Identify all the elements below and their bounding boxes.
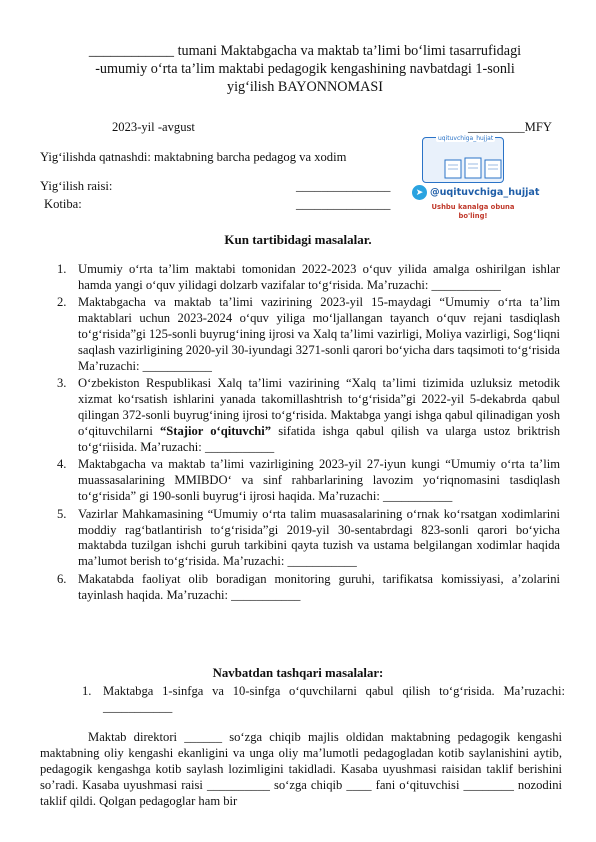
telegram-icon: ➤: [412, 185, 427, 200]
chair-label: Yig‘ilish raisi:: [40, 179, 113, 193]
laptop-illustration-icon: [422, 137, 504, 183]
extra-agenda-list: [82, 684, 565, 717]
watermark-channel-name: [412, 185, 540, 200]
bold-term: “Stajior o‘qituvchi”: [159, 424, 272, 439]
extra-agenda-heading: Navbatdan tashqari masalalar:: [212, 666, 384, 680]
agenda-list: [57, 262, 561, 605]
list-item: 5. Vazirlar Mahkamasining “Umumiy o‘rta talim muasasalarining o‘rnak ko‘rsatgan xodimlarini moddiy rag‘batlantirish to‘g‘risida”gi 2019-yil 30-sentabrdagi 823-sonli qarori bo‘yicha maktabda tuzilgan ishchi guruh tarkibini qayta tuzish va ustama belgilangan xodimlar haqida ma’lumot berish to‘g‘risida. Ma’ruzachi: ___________: [57, 506, 560, 569]
list-item: 3. O‘zbekiston Respublikasi Xalq ta’limi vazirining “Xalq ta’limi tizimida uzluksiz metodik xizmat ko‘rsatish ishlarini yanada takomillashtrish to‘g‘risida”gi 2022-yil 5-dekabrda qabul qilingan 372-sonli buyrug‘ining ijrosi to‘g‘risida. Maktabga yangi ishga qabul qilinadigan yosh o‘qituvchilarni “Stajior o‘qituvchi” sifatida ishga qabul qilish va ularga ustoz briktrish to‘g‘riisida. Ma’ruzachi: ___________: [57, 376, 561, 454]
channel-watermark: [412, 131, 540, 241]
documents-icon: [441, 156, 505, 180]
meeting-place: _________MFY: [468, 120, 552, 134]
list-item: 6. Makatabda faoliyat olib boradigan monitoring guruhi, tarifikatsa komissiyasi, a’zolarini tayinlash haqida. Ma’ruzachi: ___________: [57, 571, 560, 602]
closing-paragraph: Maktab direktori ______ so‘zga chiqib majlis oldidan maktabning pedagogik kengashi maktabning oliy kengashi ekanligini va unga oliy ma’lumotli pedagogladan kotib saylanishini aytib, pedagogik kengashga kotib saylash lozimligini takidladi. Kasaba uyushmasi raisidan taklif berishini so’radi. Kasaba uyushmasi raisi __________ so‘zga chiqib ____ fani o‘qituvchisi ________ nozodini taklif qildi. Qolgan pedagoglar ham bir: [40, 730, 562, 808]
list-item: 1. Maktabga 1-sinfga va 10-sinfga o‘quvchilarni qabul qilish to‘g‘risida. Ma’ruzachi: ___________: [82, 684, 565, 714]
title-line-2: -umumiy o‘rta ta’lim maktabi pedagogik kengashining navbatdagi 1-sonli: [95, 61, 515, 77]
watermark-tag: uqituvchiga_hujjat: [438, 135, 494, 142]
watermark-subtitle: Ushbu kanalga obuna bo'ling!: [431, 203, 515, 220]
agenda-heading: Kun tartibidagi masalalar.: [224, 232, 372, 247]
title-line-1: ____________ tumani Maktabgacha va maktab ta’limi bo‘limi tasarrufidagi: [88, 43, 522, 59]
chair-blank: _______________: [296, 179, 391, 193]
secretary-blank: _______________: [296, 197, 391, 211]
secretary-label: Kotiba:: [44, 197, 82, 211]
list-item: 1. Umumiy o‘rta ta’lim maktabi tomonidan 2022-2023 o‘quv yilida amalga oshirilgan ishlar hamda yangi o‘quv yilidagi dolzarb vazifalar to‘g‘risida. Ma’ruzachi: ___________: [57, 262, 560, 292]
list-item: 2. Maktabgacha va maktab ta’limi vazirining 2023-yil 15-maydagi “Umumiy o‘rta ta’lim maktablari uchun 2023-2024 o‘quv yiliga mo‘ljallangan tayanch o‘quv rejani tasdiqlash to‘g‘risida”gi 125-sonli buyrug‘ining ijrosi va Xalq ta’limi vazirligi, Moliya vazirligi, Sog‘liqni saqlash vazirligining 2020-yil 30-iyundagi 3271-sonli qarori bo‘yicha dars taqsimoti to‘g‘risida Ma’ruzachi: ___________: [57, 295, 560, 373]
title-line-3: yig‘ilish BAYONNOMASI: [227, 79, 383, 95]
list-item: 4. Maktabgacha va maktab ta’limi vazirligining 2023-yil 27-iyun kungi “Umumiy o‘rta ta’lim muassasalarining MMIBDO‘ va sinf rahbarlarining lavozim yo‘riqnomasini tasdiqlash to‘g‘risida” gi 190-sonli buyrug‘i ijrosi haqida. Ma’ruzachi: ___________: [57, 457, 560, 504]
meeting-date: 2023-yil -avgust: [112, 120, 195, 134]
watermark-name-text: @uqituvchiga_hujjat: [430, 187, 540, 198]
participants-line: Yig‘ilishda qatnashdi: maktabning barcha pedagog va xodim: [40, 150, 347, 164]
